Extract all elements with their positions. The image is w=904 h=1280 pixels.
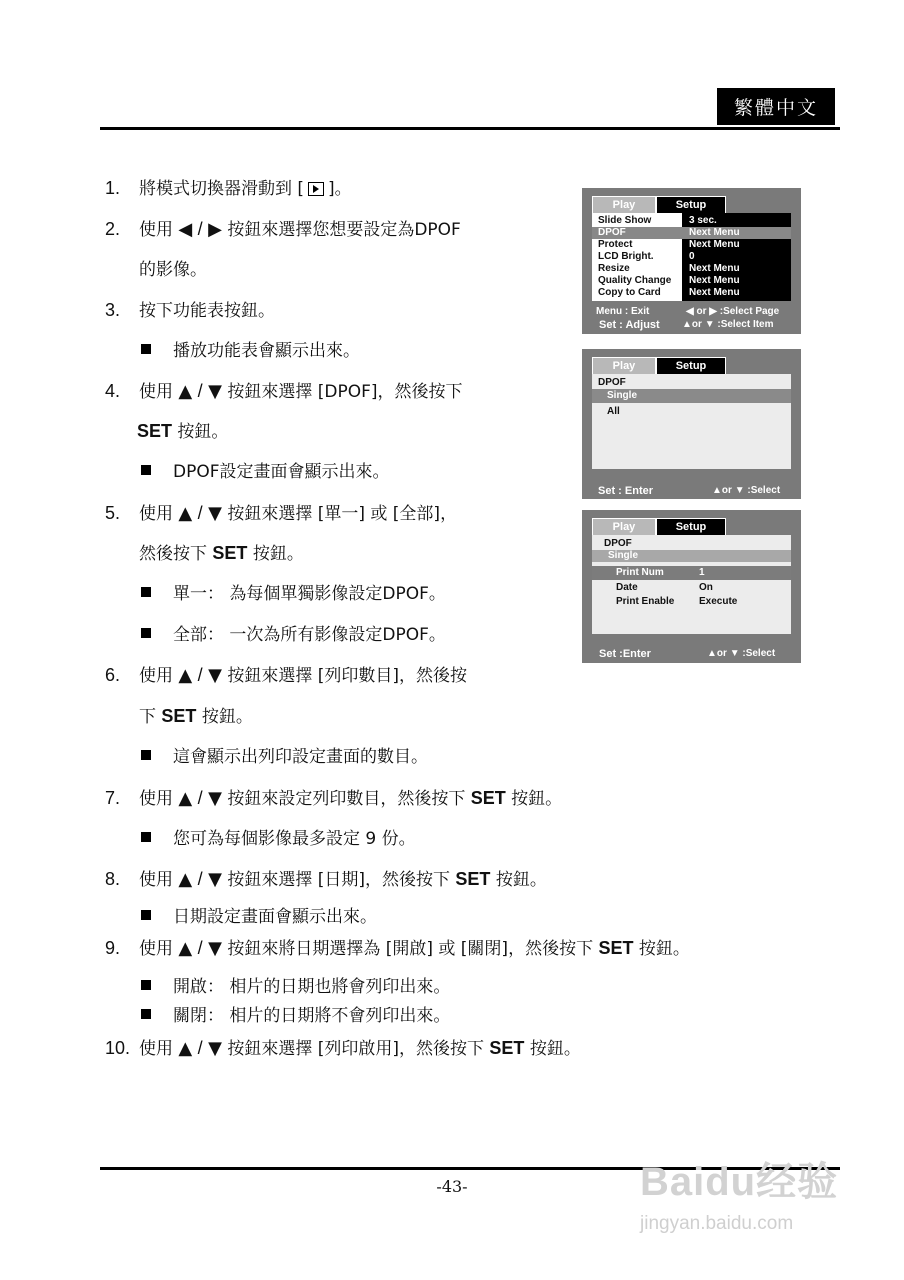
up-arrow-icon: ▲ xyxy=(712,485,722,496)
right-arrow-icon: ▶ xyxy=(208,219,222,240)
foot-menu-exit: Menu : Exit xyxy=(596,306,650,317)
step-3-bullet: 播放功能表會顯示出來。 xyxy=(141,339,360,363)
tab-play: Play xyxy=(592,518,656,535)
row-print-num: Print Num 1 xyxy=(592,566,791,580)
up-arrow-icon: ▲ xyxy=(178,503,193,524)
language-badge: 繁體中文 xyxy=(717,88,835,125)
top-rule xyxy=(100,127,840,130)
step-1: 1. 將模式切換器滑動到 [ ]。 xyxy=(105,178,352,199)
step-5: 5. 使用 ▲ / ▼ 按鈕來選擇 [單一] 或 [全部]， xyxy=(105,503,458,524)
up-arrow-icon: ▲ xyxy=(707,648,717,659)
dpof-title: DPOF xyxy=(598,377,626,388)
foot-set-adjust: Set : Adjust xyxy=(599,319,660,331)
step-2-cont: 的影像。 xyxy=(139,260,207,280)
dpof-title: DPOF xyxy=(604,538,632,549)
down-arrow-icon: ▼ xyxy=(208,381,222,402)
up-arrow-icon: ▲ xyxy=(178,381,193,402)
dpof-sub-single: Single xyxy=(592,550,791,562)
foot-select: ▲or ▼ :Select xyxy=(712,485,781,496)
camera-screen-dpof xyxy=(582,349,801,499)
down-arrow-icon: ▼ xyxy=(704,319,715,330)
step-4: 4. 使用 ▲ / ▼ 按鈕來選擇 [DPOF]，然後按下 xyxy=(105,381,463,402)
step-4-bullet: DPOF設定畫面會顯示出來。 xyxy=(141,460,390,484)
step-8-bullet: 日期設定畫面會顯示出來。 xyxy=(141,905,377,929)
page-number: -43- xyxy=(436,1177,468,1196)
up-arrow-icon: ▲ xyxy=(682,319,692,330)
step-3: 3. 按下功能表按鈕。 xyxy=(105,300,275,321)
step-4-cont: SET 按鈕。 xyxy=(137,421,229,442)
step-6-cont: 下 SET 按鈕。 xyxy=(139,706,253,727)
step-7-bullet: 您可為每個影像最多設定 9 份。 xyxy=(141,827,416,851)
step-5-bullet-1: 單一： 為每個單獨影像設定DPOF。 xyxy=(141,582,446,606)
down-arrow-icon: ▼ xyxy=(729,648,740,659)
foot-set-enter: Set : Enter xyxy=(598,485,654,497)
down-arrow-icon: ▼ xyxy=(208,938,222,959)
foot-set-enter: Set :Enter xyxy=(599,648,651,660)
watermark-brand: Baidu经验 xyxy=(640,1160,839,1204)
down-arrow-icon: ▼ xyxy=(208,1038,222,1059)
foot-select-item: ▲or ▼ :Select Item xyxy=(682,319,774,330)
down-arrow-icon: ▼ xyxy=(208,503,222,524)
up-arrow-icon: ▲ xyxy=(178,665,193,686)
up-arrow-icon: ▲ xyxy=(178,938,193,959)
step-9-bullet-1: 開啟： 相片的日期也將會列印出來。 xyxy=(141,975,450,999)
tab-setup: Setup xyxy=(656,518,726,535)
foot-select: ▲or ▼ :Select xyxy=(707,648,776,659)
right-arrow-icon: ▶ xyxy=(709,306,717,317)
down-arrow-icon: ▼ xyxy=(208,788,222,809)
foot-select-page: ◀ or ▶ :Select Page xyxy=(686,306,780,317)
dpof-option-all: All xyxy=(607,406,620,417)
menu-row-slide-show: Slide Show 3 sec. xyxy=(598,215,717,226)
tab-play: Play xyxy=(592,357,656,374)
left-arrow-icon: ◀ xyxy=(686,306,694,317)
step-9: 9. 使用 ▲ / ▼ 按鈕來將日期選擇為 [開啟] 或 [關閉]，然後按下 SET 按鈕。 xyxy=(105,938,690,959)
down-arrow-icon: ▼ xyxy=(208,869,222,890)
up-arrow-icon: ▲ xyxy=(178,869,193,890)
menu-row-quality-change: Quality Change Next Menu xyxy=(598,275,740,286)
step-2: 2. 使用 ◀ / ▶ 按鈕來選擇您想要設定為DPOF xyxy=(105,219,461,240)
step-5-bullet-2: 全部： 一次為所有影像設定DPOF。 xyxy=(141,623,446,647)
step-8: 8. 使用 ▲ / ▼ 按鈕來選擇 [日期]，然後按下 SET 按鈕。 xyxy=(105,869,547,890)
playback-mode-icon xyxy=(308,182,324,196)
watermark-url: jingyan.baidu.com xyxy=(640,1213,794,1234)
down-arrow-icon: ▼ xyxy=(734,485,745,496)
menu-row-protect: Protect Next Menu xyxy=(598,239,740,250)
row-print-enable: Print Enable Execute xyxy=(616,596,738,607)
dpof-single-list xyxy=(592,535,791,634)
step-6-bullet: 這會顯示出列印設定畫面的數目。 xyxy=(141,745,428,769)
step-10: 10. 使用 ▲ / ▼ 按鈕來選擇 [列印啟用]，然後按下 SET 按鈕。 xyxy=(105,1038,581,1059)
menu-row-dpof: DPOF Next Menu xyxy=(592,227,791,239)
menu-row-copy-to-card: Copy to Card Next Menu xyxy=(598,287,740,298)
menu-list xyxy=(592,213,791,301)
step-6: 6. 使用 ▲ / ▼ 按鈕來選擇 [列印數目]，然後按 xyxy=(105,665,467,686)
menu-row-lcd-bright: LCD Bright. 0 xyxy=(598,251,695,262)
tab-play: Play xyxy=(592,196,656,213)
tab-setup: Setup xyxy=(656,196,726,213)
step-5-cont: 然後按下 SET 按鈕。 xyxy=(139,543,304,564)
up-arrow-icon: ▲ xyxy=(178,1038,193,1059)
dpof-list xyxy=(592,374,791,469)
camera-screen-dpof-single xyxy=(582,510,801,663)
step-9-bullet-2: 關閉： 相片的日期將不會列印出來。 xyxy=(141,1004,450,1028)
menu-row-resize: Resize Next Menu xyxy=(598,263,740,274)
camera-screen-play-menu xyxy=(582,188,801,334)
left-arrow-icon: ◀ xyxy=(178,219,193,240)
step-7: 7. 使用 ▲ / ▼ 按鈕來設定列印數目，然後按下 SET 按鈕。 xyxy=(105,788,563,809)
down-arrow-icon: ▼ xyxy=(208,665,222,686)
row-date: Date On xyxy=(616,582,713,593)
up-arrow-icon: ▲ xyxy=(178,788,193,809)
tab-setup: Setup xyxy=(656,357,726,374)
dpof-option-single: Single xyxy=(592,389,791,403)
